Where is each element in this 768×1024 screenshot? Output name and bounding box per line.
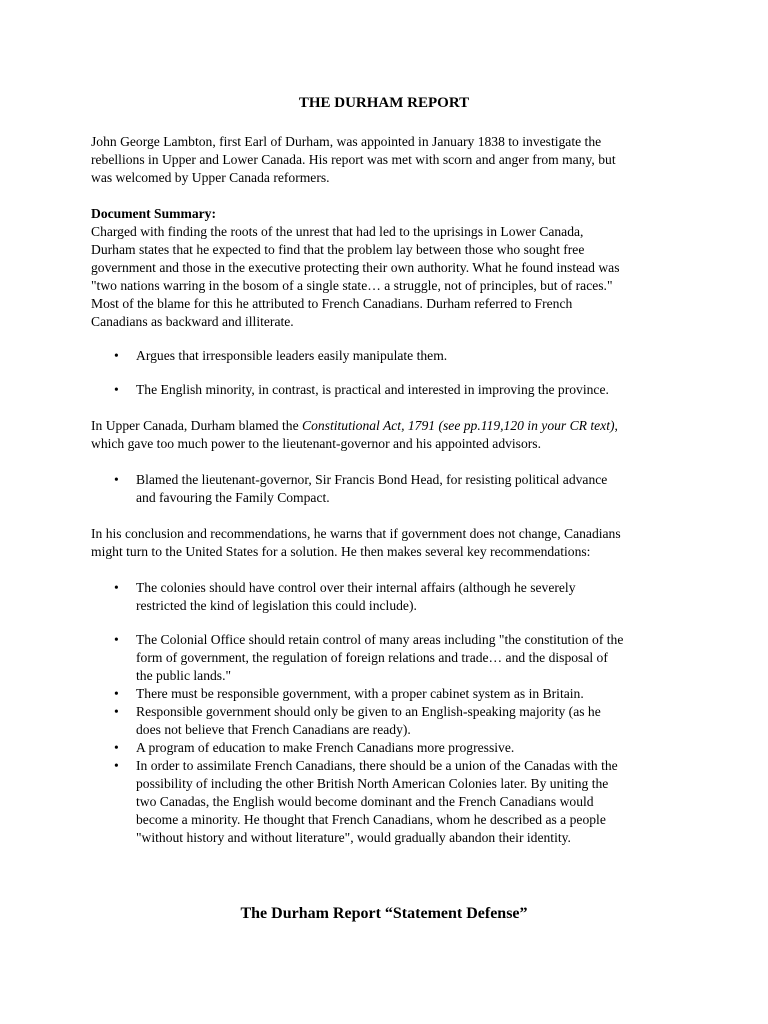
text-run: , (614, 418, 618, 433)
text-line: "two nations warring in the bosom of a single state… a struggle, not of principles, but of races." (91, 278, 613, 293)
text-line: which gave too much power to the lieutenant-governor and his appointed advisors. (91, 436, 541, 451)
text-line: does not believe that French Canadians are ready). (136, 722, 411, 737)
text-line: The colonies should have control over their internal affairs (although he severely (136, 580, 576, 595)
bullet-icon: • (114, 686, 119, 701)
text-line: The Colonial Office should retain control of many areas including "the constitution of the (136, 632, 624, 647)
text-line: Responsible government should only be given to an English-speaking majority (as he (136, 704, 601, 719)
bullet-icon: • (114, 472, 119, 487)
bullet-icon: • (114, 758, 119, 773)
text-line: In his conclusion and recommendations, he warns that if government does not change, Canadians (91, 526, 621, 541)
text-line: Most of the blame for this he attributed to French Canadians. Durham referred to French (91, 296, 573, 311)
bullet-icon: • (114, 740, 119, 755)
text-line: two Canadas, the English would become dominant and the French Canadians would (136, 794, 594, 809)
text-line: "without history and without literature", would gradually abandon their identity. (136, 830, 571, 845)
text-line: The English minority, in contrast, is practical and interested in improving the province. (136, 382, 609, 397)
text-line: government and those in the executive protecting their own authority. What he found instead was (91, 260, 620, 275)
second-document-title: The Durham Report “Statement Defense” (240, 905, 528, 922)
text-line: Charged with finding the roots of the unrest that had led to the uprisings in Lower Canada, (91, 224, 584, 239)
constitutional-act-reference: Constitutional Act, 1791 (see pp.119,120 in your CR text) (302, 418, 615, 433)
text-line: Blamed the lieutenant-governor, Sir Francis Bond Head, for resisting political advance (136, 472, 608, 487)
text-run: In Upper Canada, Durham blamed the (91, 418, 303, 433)
bullet-icon: • (114, 382, 119, 397)
intro-paragraph (91, 133, 691, 187)
text-line: A program of education to make French Canadians more progressive. (136, 740, 515, 755)
bullet-icon: • (114, 632, 119, 647)
text-line: rebellions in Upper and Lower Canada. His report was met with scorn and anger from many, but (91, 152, 616, 167)
upper-canada-paragraph (91, 417, 691, 453)
conclusion-paragraph (91, 525, 691, 561)
text-line: There must be responsible government, with a proper cabinet system as in Britain. (136, 686, 584, 701)
text-line: In order to assimilate French Canadians, there should be a union of the Canadas with the (136, 758, 618, 773)
text-line: form of government, the regulation of foreign relations and trade… and the disposal of (136, 650, 608, 665)
text-line (91, 417, 691, 435)
text-line: become a minority. He thought that French Canadians, whom he described as a people (136, 812, 606, 827)
text-line: and favouring the Family Compact. (136, 490, 330, 505)
text-line: John George Lambton, first Earl of Durham, was appointed in January 1838 to investigate the (91, 134, 602, 149)
text-line: the public lands." (136, 668, 232, 683)
summary-heading: Document Summary: (91, 206, 216, 221)
text-line: might turn to the United States for a solution. He then makes several key recommendations: (91, 544, 591, 559)
text-line: Durham states that he expected to find that the problem lay between those who sought free (91, 242, 585, 257)
bullet-icon: • (114, 348, 119, 363)
text-line: possibility of including the other British North American Colonies later. By uniting the (136, 776, 609, 791)
bullet-icon: • (114, 580, 119, 595)
text-line: was welcomed by Upper Canada reformers. (91, 170, 330, 185)
text-line: Argues that irresponsible leaders easily manipulate them. (136, 348, 448, 363)
bullet-icon: • (114, 704, 119, 719)
text-line: restricted the kind of legislation this could include). (136, 598, 417, 613)
text-line: Canadians as backward and illiterate. (91, 314, 294, 329)
summary-paragraph (91, 205, 691, 331)
document-title: THE DURHAM REPORT (298, 95, 470, 111)
